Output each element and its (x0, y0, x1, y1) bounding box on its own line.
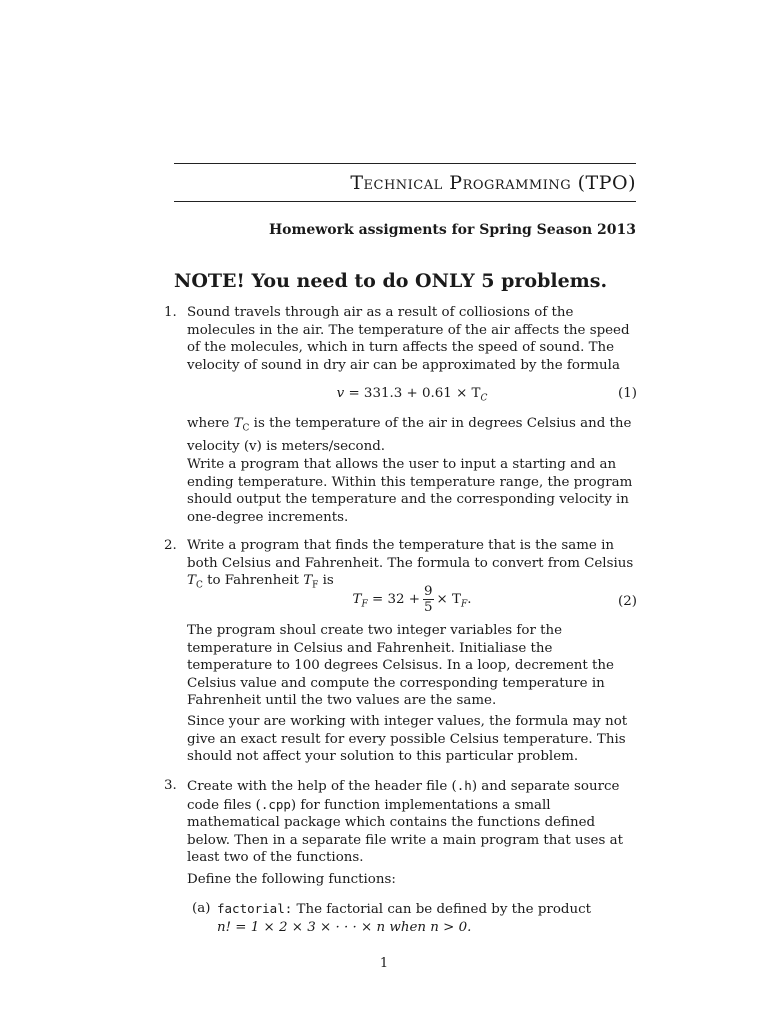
equation-2-formula: $T_F = 32$ + $\frac{9}{5}$ × $T_F$. (352, 584, 472, 615)
page-number: 1 (379, 956, 389, 971)
problem-2-intro: Write a program that finds the temperature that is the same in both Celsius and Fahrenheit. The formula to convert from Celsius $T_C$ to Fahrenheit $T_F$ is (187, 538, 634, 591)
problem-3-define: Define the following functions: (187, 872, 396, 887)
problem-3-number: 3. (164, 778, 177, 793)
subtitle: Homework assigments for Spring Season 2013 (268, 222, 636, 238)
equation-1-formula: $v = 331.3 + 0.61 \times T_C$ (336, 386, 488, 404)
subitem-a-text: factorial: The factorial can be defined by the product n! = 1 × 2 × 3 × · · · × n when n > 0. (217, 901, 591, 935)
top-rule (174, 163, 636, 164)
problem-2-note: Since your are working with integer values, the formula may not give an exact result for every possible Celsius temperature. This should not affect your solution to this particular problem. (187, 714, 628, 765)
equation-2 (187, 584, 637, 618)
problem-1-task: Write a program that allows the user to input a starting and an ending temperature. Within this temperature range, the program should output the temperature and the corresponding velocity in one-degree increments. (187, 457, 633, 525)
problem-1-intro: Sound travels through air as a result of colliosions of the molecules in the air. The temperature of the air affects the speed of the molecules, which in turn affects the speed of sound. The velocity of sound in dry air can be approximated by the formula (187, 305, 630, 373)
equation-1-number: (1) (618, 386, 637, 401)
problem-1-number: 1. (164, 305, 177, 320)
problem-3-intro: Create with the help of the header file (.h) and separate source code files (.cpp) for function implementations a small mathematical package which contains the functions defined below. Then in a separate file write a main program that uses at least two of the functions. (187, 778, 623, 866)
equation-1 (187, 386, 637, 408)
problem-2-description: The program shoul create two integer variables for the temperature in Celsius and Fahrenheit. Initialiase the temperature to 100 degrees Celsisus. In a loop, decrement the Celsius value and compute the corresponding temperature in Fahrenheit until the two values are the same. (187, 623, 614, 709)
problem-2-number: 2. (164, 538, 177, 553)
title-rule (174, 201, 636, 202)
problem-1-where: where $T_C$ is the temperature of the air in degrees Celsius and the velocity (v) is meters/second. (187, 416, 632, 455)
course-title: Technical Programming (TPO) (350, 172, 636, 194)
equation-2-number: (2) (618, 594, 637, 609)
note-heading: NOTE! You need to do ONLY 5 problems. (174, 270, 608, 292)
subitem-a-label: (a) (192, 901, 211, 916)
